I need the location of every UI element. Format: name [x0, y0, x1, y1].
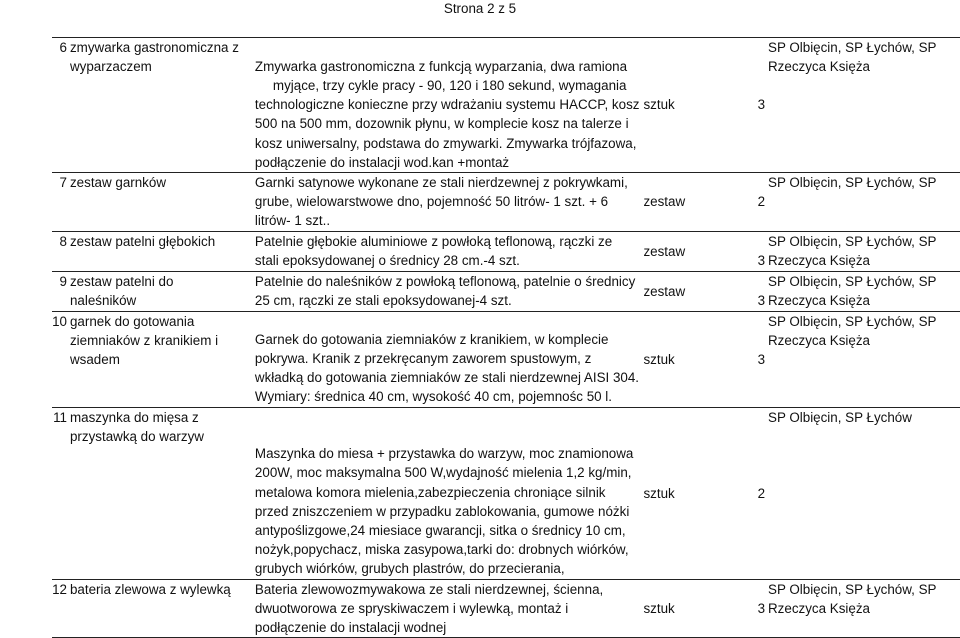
page-number-header: Strona 2 z 5	[443, 1, 517, 16]
row-number: 8	[52, 231, 67, 271]
item-description: Maszynka do miesa + przystawka do warzyw, moc znamionowa 200W, moc maksymalna 500 W,wydajność mielenia 1,2 kg/min, metalowa komora mielenia,zabezpieczenia chroniące silnik przed zniszczeniem w przypadku zablokowania, gumowe nóżki antypoślizgowe,24 miesiace gwarancji, sitka o średnicy 10 cm, nożyk,popychacz, miska zasypowa,tarki do: drobnych wiórków, grubych wiórków, grubych plastrów, do przecierania,	[251, 407, 640, 579]
table-row	[52, 579, 960, 638]
item-description: Bateria zlewowozmywakowa ze stali nierdzewnej, ścienna, dwuotworowa ze spryskiwaczem i wylewką, montaż i podłączenie do instalacji wodnej	[251, 579, 640, 638]
item-locations: SP Olbięcin, SP Łychów	[765, 407, 960, 579]
row-number: 10	[52, 311, 67, 407]
table-row	[52, 231, 960, 271]
table-row	[52, 311, 960, 407]
item-name: garnek do gotowania ziemniaków z kranikiem i wsadem	[67, 311, 251, 407]
item-quantity: 3	[740, 231, 765, 271]
item-locations: SP Olbięcin, SP Łychów, SP Rzeczyca Księża	[765, 579, 960, 638]
item-description: Garnki satynowe wykonane ze stali nierdzewnej z pokrywkami, grube, wielowarstwowe dno, pojemność 50 litrów- 1 szt. + 6 litrów- 1 szt..	[251, 173, 640, 232]
row-number: 7	[52, 173, 67, 232]
item-quantity: 2	[740, 407, 765, 579]
item-quantity: 3	[740, 38, 765, 173]
item-unit: sztuk	[639, 407, 740, 579]
item-locations: SP Olbięcin, SP Łychów, SP Rzeczyca Księża	[765, 271, 960, 311]
item-quantity: 3	[740, 271, 765, 311]
item-unit: zestaw	[639, 271, 740, 311]
item-description: Zmywarka gastronomiczna z funkcją wyparzania, dwa ramiona myjące, trzy cykle pracy - 90, 120 i 180 sekund, wymagania technologiczne konieczne przy wdrażaniu systemu HACCP, kosz 500 na 500 mm, dozownik płynu, w komplecie kosz na talerze i kosz uniwersalny, podstawa do zmywarki. Zmywarka trójfazowa, podłączenie do instalacji wod.kan +montaż	[251, 38, 640, 173]
item-description: Patelnie głębokie aluminiowe z powłoką teflonową, rączki ze stali epoksydowanej o średnicy 28 cm.-4 szt.	[251, 231, 640, 271]
item-name: bateria zlewowa z wylewką	[67, 579, 251, 638]
item-quantity: 2	[740, 173, 765, 232]
item-quantity: 3	[740, 311, 765, 407]
item-locations: SP Olbięcin, SP Łychów, SP	[765, 173, 960, 232]
item-unit: zestaw	[639, 231, 740, 271]
item-unit: sztuk	[639, 311, 740, 407]
item-unit: zestaw	[639, 173, 740, 232]
item-locations: SP Olbięcin, SP Łychów, SP Rzeczyca Księża	[765, 231, 960, 271]
item-unit: sztuk	[639, 579, 740, 638]
row-number: 12	[52, 579, 67, 638]
item-locations: SP Olbięcin, SP Łychów, SP Rzeczyca Księża	[765, 38, 960, 173]
item-name: zestaw patelni do naleśników	[67, 271, 251, 311]
item-locations: SP Olbięcin, SP Łychów, SP Rzeczyca Księża	[765, 311, 960, 407]
item-description: Patelnie do naleśników z powłoką teflonową, patelnie o średnicy 25 cm, rączki ze stali epoksydowanej-4 szt.	[251, 271, 640, 311]
equipment-table	[52, 37, 960, 638]
item-name: zmywarka gastronomiczna z wyparzaczem	[67, 38, 251, 173]
item-unit: sztuk	[639, 38, 740, 173]
item-name: zestaw garnków	[67, 173, 251, 232]
item-name: maszynka do mięsa z przystawką do warzyw	[67, 407, 251, 579]
item-quantity: 3	[740, 579, 765, 638]
row-number: 6	[52, 38, 67, 173]
table-row	[52, 407, 960, 579]
table-row	[52, 173, 960, 232]
row-number: 11	[52, 407, 67, 579]
table-row	[52, 271, 960, 311]
item-description: Garnek do gotowania ziemniaków z kranikiem, w komplecie pokrywa. Kranik z przekręcanym zaworem spustowym, z wkładką do gotowania ziemniaków ze stali nierdzewnej AISI 304. Wymiary: średnica 40 cm, wysokość 40 cm, pojemnośc 50 l.	[251, 311, 640, 407]
table-row	[52, 38, 960, 173]
item-name: zestaw patelni głębokich	[67, 231, 251, 271]
row-number: 9	[52, 271, 67, 311]
